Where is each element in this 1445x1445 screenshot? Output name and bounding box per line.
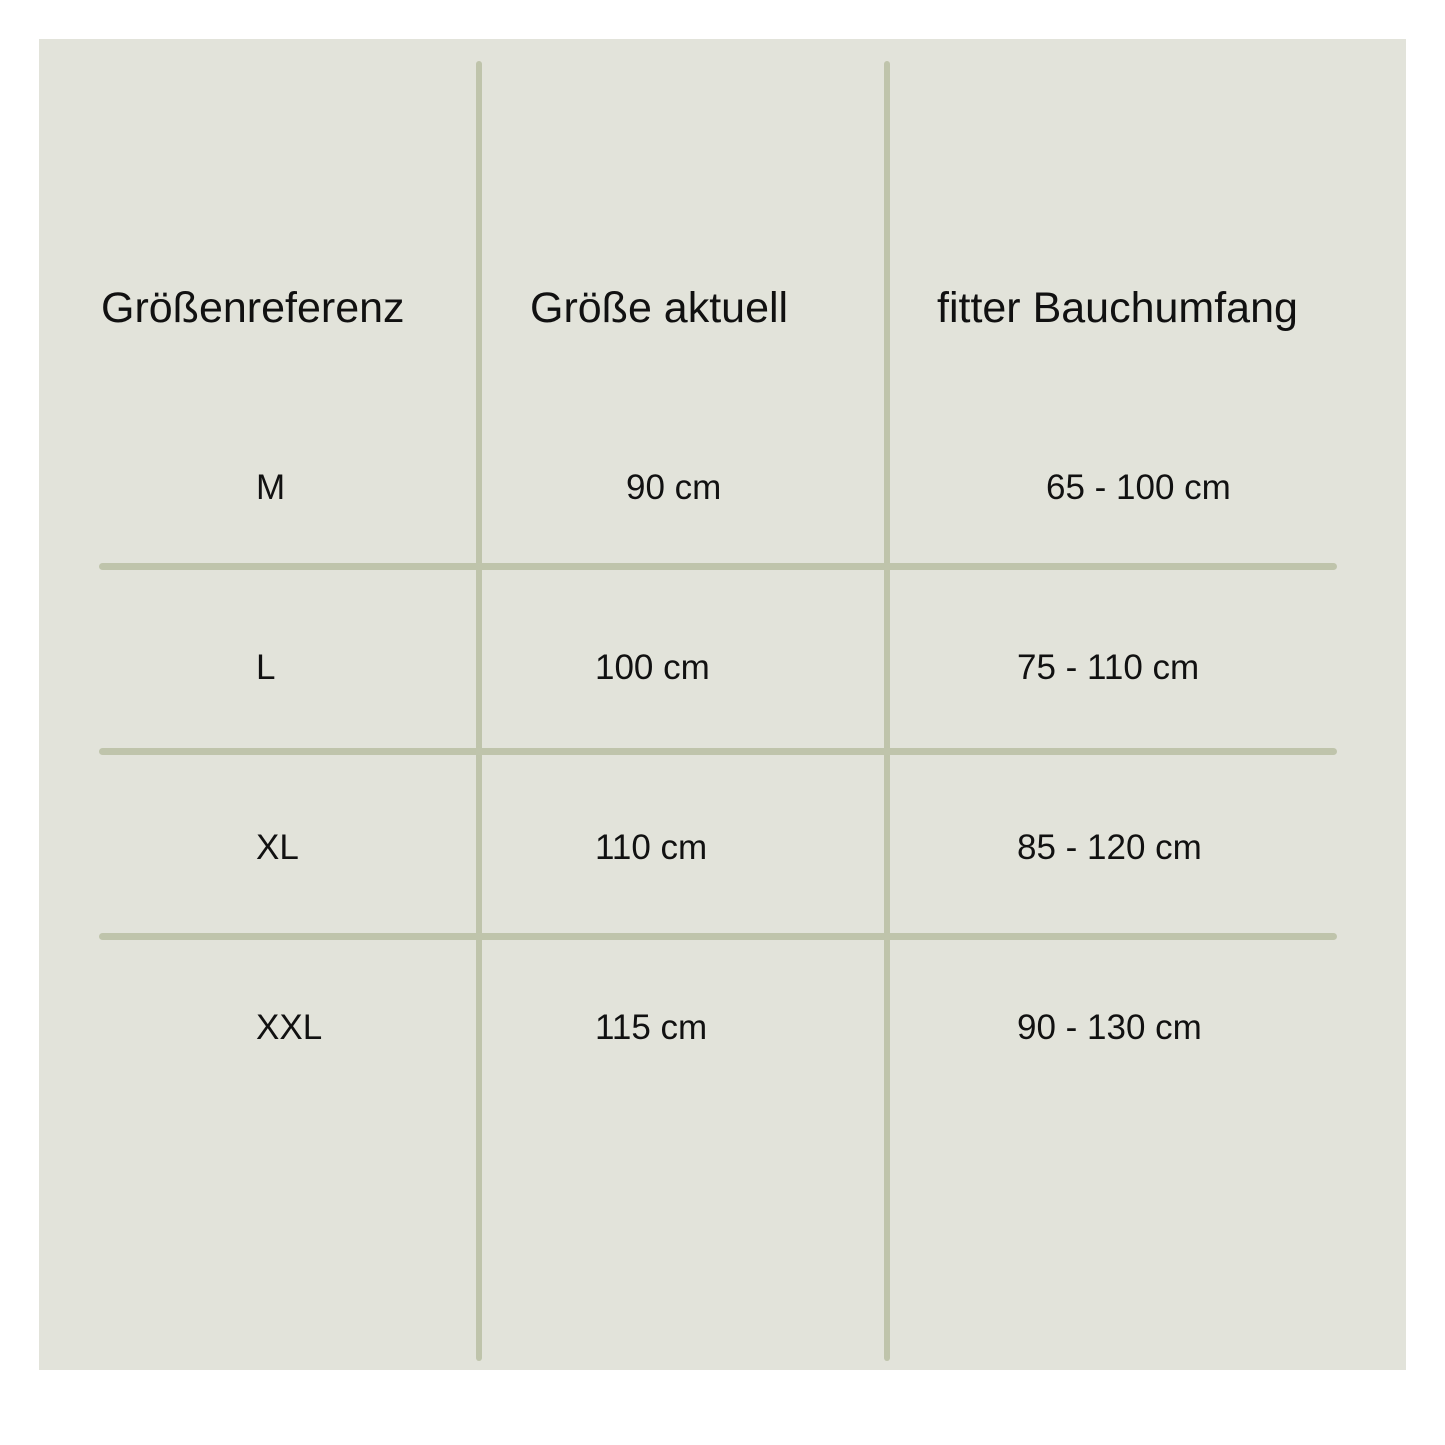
row-divider-1 [99,563,1337,570]
header-belly-circumference: fitter Bauchumfang [937,284,1298,332]
table-cell-belly: 65 - 100 cm [1046,468,1231,507]
column-divider-1 [476,61,482,1361]
table-cell-belly: 85 - 120 cm [1017,828,1202,867]
table-cell-current: 115 cm [595,1008,708,1047]
table-cell-belly: 90 - 130 cm [1017,1008,1202,1047]
table-cell-current: 90 cm [626,468,722,507]
row-divider-2 [99,748,1337,755]
header-current-size: Größe aktuell [530,284,789,332]
table-cell-size: M [256,468,286,507]
table-cell-current: 100 cm [595,648,710,687]
row-divider-3 [99,933,1337,940]
table-cell-belly: 75 - 110 cm [1017,648,1200,687]
table-cell-current: 110 cm [595,828,708,867]
column-divider-2 [884,61,890,1361]
table-cell-size: XXL [256,1008,323,1047]
header-size-reference: Größenreferenz [101,284,405,332]
table-cell-size: XL [256,828,299,867]
size-chart-panel [39,39,1406,1370]
table-cell-size: L [256,648,276,687]
